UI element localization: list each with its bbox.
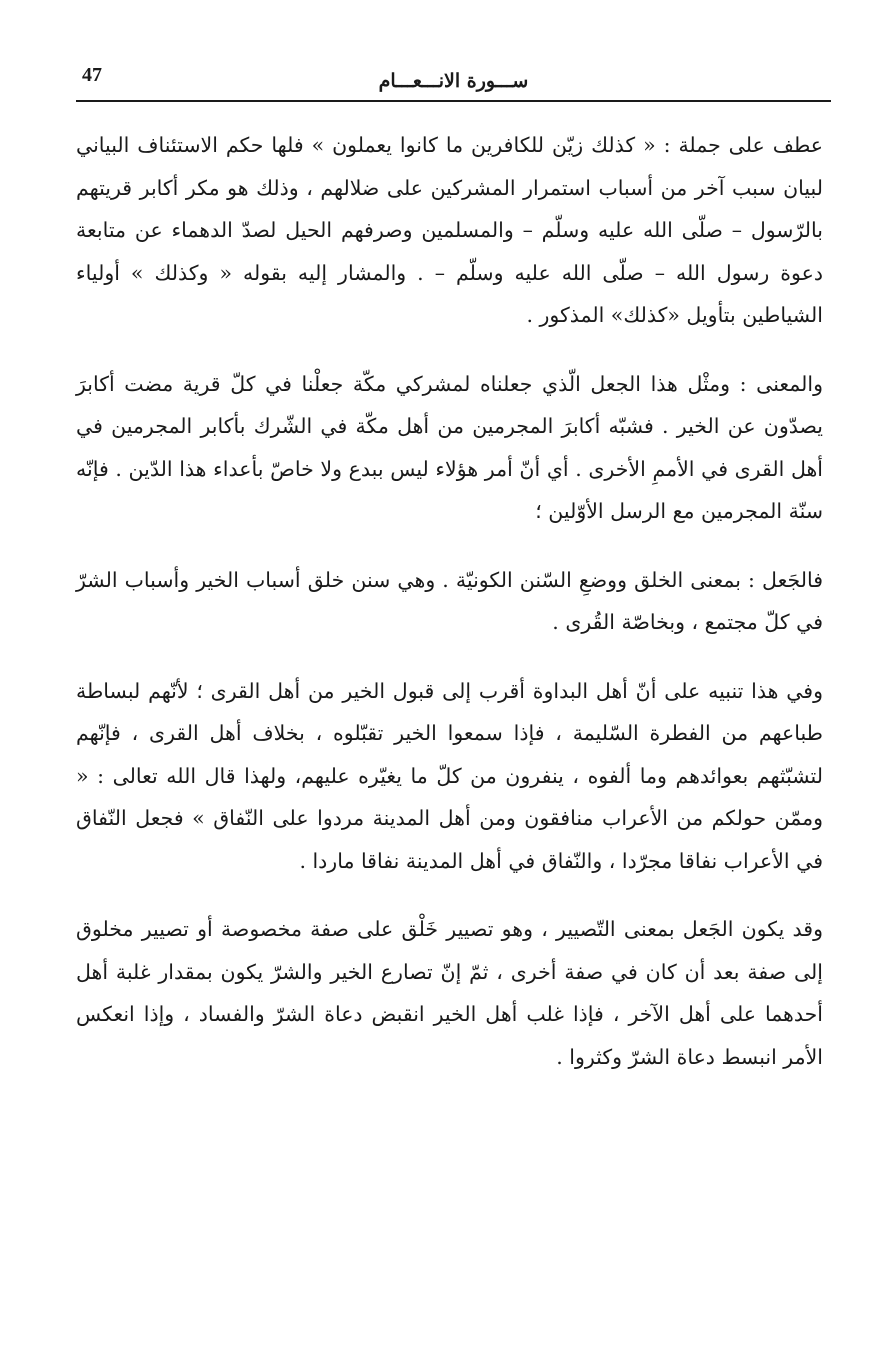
running-title: ســـورة الانـــعـــام xyxy=(378,70,529,92)
paragraph xyxy=(76,908,823,1078)
paragraph-text: والمعنى : ومثْل هذا الجعل الّذي جعلناه لمشركي مكّة جعلْنا في كلّ قرية مضت أكابرَ يصدّون عن الخير . فشبّه أكابرَ المجرمين من أهل مكّة في الشّرك بأكابر المجرمين في أهل القرى في الأممِ الأخرى . أي أنّ أمر هؤلاء ليس ببدع ولا خاصّ بأعداء هذا الدّين . فإنّه سنّة المجرمين مع الرسل الأوّلين ؛ xyxy=(76,371,823,523)
body-text xyxy=(76,124,823,1078)
paragraph xyxy=(76,670,823,883)
paragraph-text: عطف على جملة : « كذلك زيّن للكافرين ما كانوا يعملون » فلها حكم الاستئناف البياني لبيان سبب آخر من أسباب استمرار المشركين على ضلالهم ، وذلك هو مكر أكابر قريتهم بالرّسول – صلّى الله عليه وسلّم – والمسلمين وصرفهم الحيل لصدّ الدهماء عن متابعة دعوة رسول الله – صلّى الله عليه وسلّم – . والمشار إليه بقوله « وكذلك » أولياء الشياطين بتأويل «كذلك» المذكور . xyxy=(76,133,823,327)
paragraph-text: وفي هذا تنبيه على أنّ أهل البداوة أقرب إلى قبول الخير من أهل القرى ؛ لأنّهم لبساطة طباعهم من الفطرة السّليمة ، فإذا سمعوا الخير تقبّلوه ، بخلاف أهل القرى ، فإنّهم لتشبّثهم بعوائدهم وما ألفوه ، ينفرون من كلّ ما يغيّره عليهم، ولهذا قال الله تعالى : « وممّن حولكم من الأعراب منافقون ومن أهل المدينة مردوا على النّفاق » فجعل النّفاق في الأعراب نفاقا مجرّدا ، والنّفاق في أهل المدينة نفاقا ماردا . xyxy=(76,678,823,873)
paragraph xyxy=(76,559,823,644)
page-number: 47 xyxy=(82,64,102,86)
page-header xyxy=(76,60,831,102)
paragraph-text: وقد يكون الجَعل بمعنى التّصيير ، وهو تصيير خَلْق على صفة مخصوصة أو تصيير مخلوق إلى صفة بعد أن كان في صفة أخرى ، ثمّ إنّ تصارع الخير والشرّ يكون بمقدار غلبة أهل أحدهما على أهل الآخر ، فإذا غلب أهل الخير انقبض دعاة الشرّ والفساد ، وإذا انعكس الأمر انبسط دعاة الشرّ وكثروا . xyxy=(76,917,823,1069)
paragraph xyxy=(76,363,823,533)
paragraph xyxy=(76,124,823,337)
paragraph-text: فالجَعل : بمعنى الخلق ووضعِ السّنن الكونيّة . وهي سنن خلق أسباب الخير وأسباب الشرّ في كلّ مجتمع ، وبخاصّة القُرى . xyxy=(76,567,823,634)
